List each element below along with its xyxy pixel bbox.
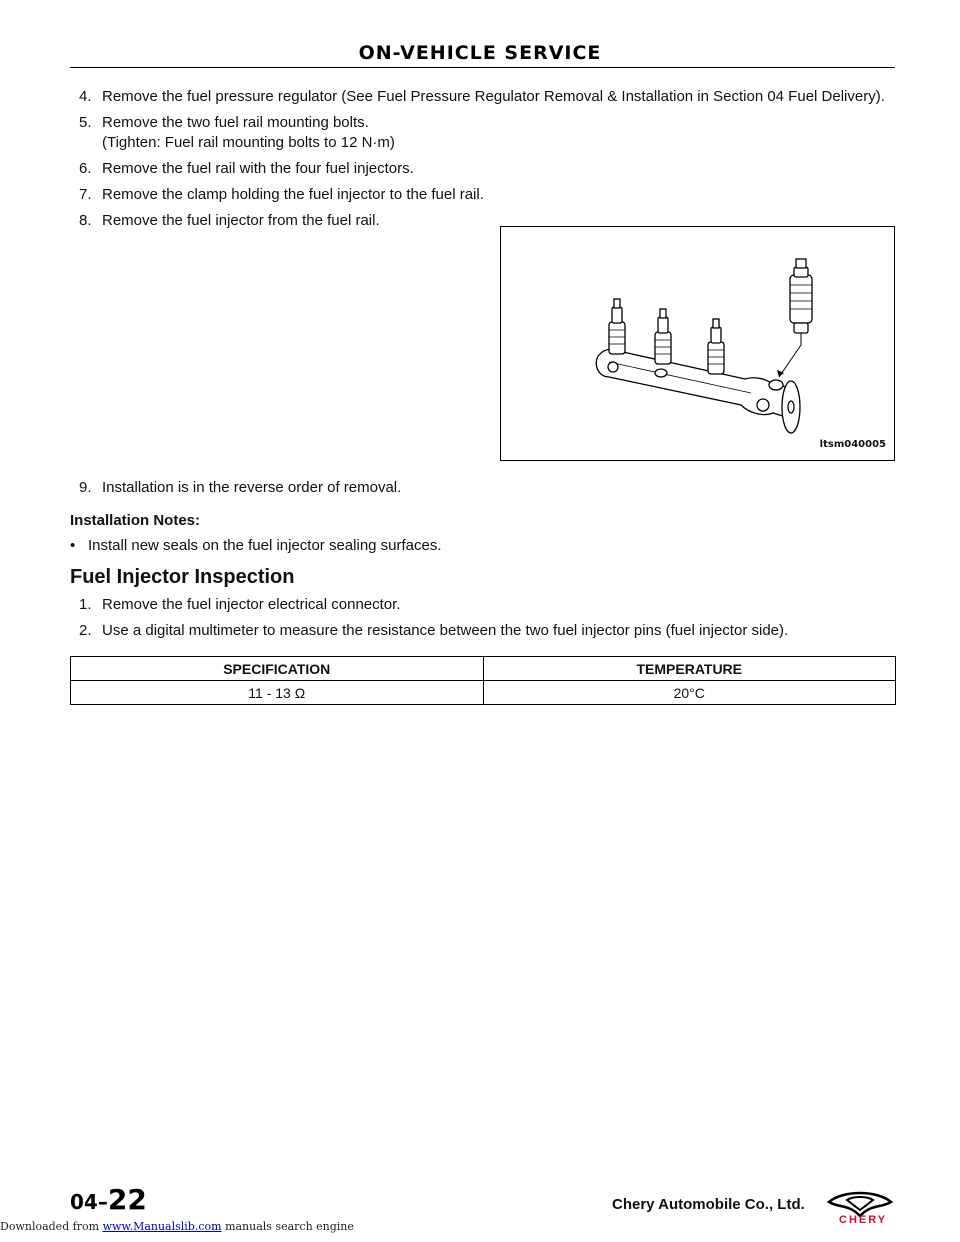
table-row <box>71 681 896 705</box>
step-text: Remove the fuel injector electrical connector. <box>102 596 401 613</box>
section-heading: Fuel Injector Inspection <box>70 566 295 588</box>
table-cell: 20°C <box>483 681 896 705</box>
step-4 <box>70 87 896 107</box>
step-text: Remove the clamp holding the fuel injector to the fuel rail. <box>102 186 484 203</box>
download-footer <box>0 1220 354 1233</box>
column-header: SPECIFICATION <box>71 657 484 681</box>
step-9 <box>70 478 896 504</box>
chery-logo <box>825 1188 895 1233</box>
step-6 <box>70 159 896 179</box>
step-text: Use a digital multimeter to measure the resistance between the two fuel injector pins (fuel injector side). <box>102 622 789 639</box>
step-7 <box>70 185 896 205</box>
inspection-step-2 <box>70 621 896 641</box>
manualslib-link[interactable]: www.Manualslib.com <box>102 1220 222 1233</box>
step-number: 7. <box>79 186 92 203</box>
logo-wordmark: CHERY <box>839 1214 888 1226</box>
inspection-steps <box>70 595 896 647</box>
section-number: 04– <box>70 1190 108 1214</box>
step-number: 2. <box>79 622 92 639</box>
step-text: Remove the fuel pressure regulator (See Fuel Pressure Regulator Removal & Installation in Section 04 Fuel Delivery). <box>102 88 885 105</box>
installation-note-item <box>70 536 894 556</box>
step-text: Installation is in the reverse order of removal. <box>102 479 402 496</box>
download-label: Downloaded from <box>0 1220 100 1233</box>
table-cell: 11 - 13 Ω <box>71 681 484 705</box>
step-number: 1. <box>79 596 92 613</box>
step-number: 9. <box>79 479 92 496</box>
step-5 <box>70 113 896 153</box>
fuel-rail-illustration <box>500 226 895 461</box>
footer-tagline: manuals search engine <box>225 1220 354 1233</box>
step-text: Remove the fuel injector from the fuel rail. <box>102 212 380 229</box>
step-number: 6. <box>79 160 92 177</box>
header-divider <box>70 67 895 68</box>
step-torque-note: (Tighten: Fuel rail mounting bolts to 12 N·m) <box>102 134 395 151</box>
table-header-row <box>71 657 896 681</box>
page-index: 22 <box>107 1183 147 1216</box>
column-header: TEMPERATURE <box>483 657 896 681</box>
page-header-title: ON-VEHICLE SERVICE <box>358 42 602 64</box>
figure-code: ltsm040005 <box>819 439 886 450</box>
fuel-rail-drawing <box>501 227 894 460</box>
inspection-step-1 <box>70 595 896 615</box>
bullet-dot: • <box>70 537 76 554</box>
step-text: Remove the two fuel rail mounting bolts. <box>102 114 369 131</box>
step-text: Remove the fuel rail with the four fuel injectors. <box>102 160 414 177</box>
note-text: Install new seals on the fuel injector sealing surfaces. <box>88 537 442 554</box>
step-number: 5. <box>79 114 92 131</box>
installation-notes-heading: Installation Notes: <box>70 512 201 529</box>
removal-steps <box>70 87 896 237</box>
company-name: Chery Automobile Co., Ltd. <box>612 1196 805 1213</box>
page-number <box>70 1183 147 1216</box>
step-number: 4. <box>79 88 92 105</box>
resistance-spec-table <box>70 656 896 705</box>
step-number: 8. <box>79 212 92 229</box>
